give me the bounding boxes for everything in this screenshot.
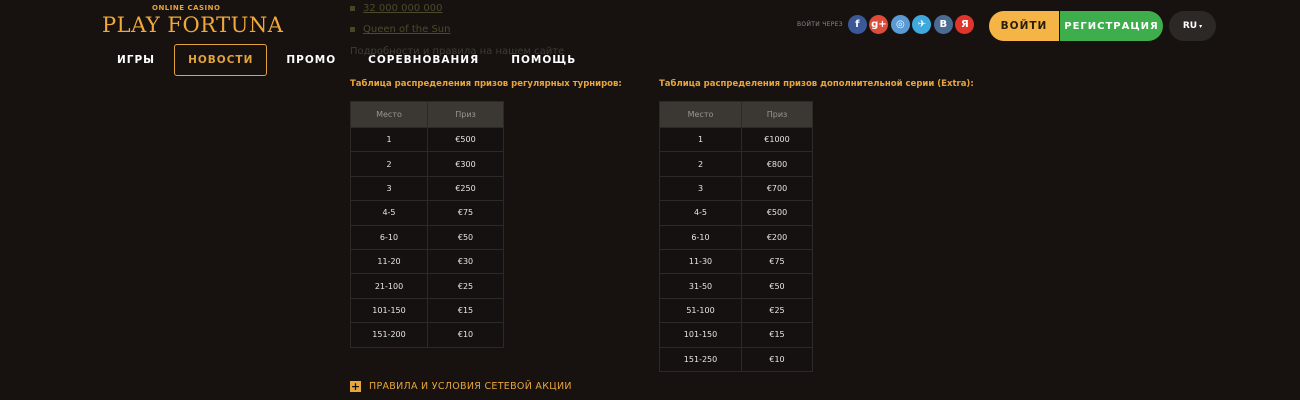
table-row bbox=[660, 274, 813, 298]
faded-list-item: 32 000 000 000 bbox=[350, 3, 443, 14]
prize-cell: €25 bbox=[742, 298, 813, 322]
social-login bbox=[797, 15, 977, 34]
table-row bbox=[351, 128, 504, 152]
table-row bbox=[351, 152, 504, 176]
place-cell: 1 bbox=[351, 128, 428, 152]
nav-item-promo[interactable]: ПРОМО bbox=[286, 54, 337, 66]
prize-cell: €25 bbox=[428, 274, 504, 298]
regular-table-caption: Таблица распределения призов регулярных турниров: bbox=[350, 79, 622, 89]
column-header-prize: Приз bbox=[742, 102, 813, 128]
plus-icon: + bbox=[350, 380, 361, 393]
place-cell: 101-150 bbox=[660, 323, 742, 347]
nav-item-news[interactable]: НОВОСТИ bbox=[174, 44, 267, 76]
prize-cell: €10 bbox=[428, 323, 504, 347]
prize-cell: €75 bbox=[428, 201, 504, 225]
nav-item-competitions[interactable]: СОРЕВНОВАНИЯ bbox=[368, 54, 480, 66]
table-row bbox=[660, 152, 813, 176]
place-cell: 2 bbox=[351, 152, 428, 176]
place-cell: 11-20 bbox=[351, 249, 428, 273]
prize-cell: €500 bbox=[428, 128, 504, 152]
google-plus-icon[interactable]: g+ bbox=[869, 15, 888, 34]
prize-cell: €800 bbox=[742, 152, 813, 176]
rules-accordion[interactable] bbox=[350, 381, 572, 392]
place-cell: 1 bbox=[660, 128, 742, 152]
rules-label: ПРАВИЛА И УСЛОВИЯ СЕТЕВОЙ АКЦИИ bbox=[369, 381, 572, 392]
odnoklassniki-icon[interactable]: ◎ bbox=[891, 15, 910, 34]
nav-item-games[interactable]: ИГРЫ bbox=[117, 54, 156, 66]
place-cell: 3 bbox=[660, 176, 742, 200]
register-button[interactable]: РЕГИСТРАЦИЯ bbox=[1060, 11, 1163, 41]
caret-down-icon: ▾ bbox=[1199, 22, 1203, 30]
place-cell: 4-5 bbox=[660, 201, 742, 225]
prize-cell: €500 bbox=[742, 201, 813, 225]
table-header-row bbox=[660, 102, 813, 128]
language-selector[interactable] bbox=[1169, 11, 1216, 41]
prize-cell: €250 bbox=[428, 176, 504, 200]
bullet-icon bbox=[350, 27, 355, 32]
extra-prize-table bbox=[659, 101, 813, 372]
table-row bbox=[351, 225, 504, 249]
facebook-icon[interactable]: f bbox=[848, 15, 867, 34]
table-row bbox=[351, 201, 504, 225]
social-login-label: ВОЙТИ ЧЕРЕЗ bbox=[797, 21, 843, 28]
prize-cell: €50 bbox=[742, 274, 813, 298]
prize-cell: €30 bbox=[428, 249, 504, 273]
table-row bbox=[351, 249, 504, 273]
place-cell: 6-10 bbox=[351, 225, 428, 249]
prize-cell: €700 bbox=[742, 176, 813, 200]
place-cell: 151-200 bbox=[351, 323, 428, 347]
table-row bbox=[660, 249, 813, 273]
place-cell: 3 bbox=[351, 176, 428, 200]
place-cell: 4-5 bbox=[351, 201, 428, 225]
bullet-icon bbox=[350, 6, 355, 11]
logo-tagline: ONLINE CASINO bbox=[152, 4, 221, 12]
table-row bbox=[660, 298, 813, 322]
extra-table-caption: Таблица распределения призов дополнительной серии (Extra): bbox=[659, 79, 974, 89]
place-cell: 51-100 bbox=[660, 298, 742, 322]
prize-cell: €200 bbox=[742, 225, 813, 249]
logo-wordmark: PLAY FORTUNA bbox=[102, 13, 284, 37]
twitter-icon[interactable]: ✈ bbox=[912, 15, 931, 34]
logo[interactable] bbox=[102, 4, 284, 38]
prize-cell: €1000 bbox=[742, 128, 813, 152]
table-row bbox=[660, 225, 813, 249]
faded-paragraph: Подробности и правила на нашем сайте bbox=[350, 46, 565, 57]
yandex-icon[interactable]: Я bbox=[955, 15, 974, 34]
table-row bbox=[351, 176, 504, 200]
prize-cell: €10 bbox=[742, 347, 813, 371]
table-row bbox=[351, 298, 504, 322]
language-code: RU bbox=[1182, 21, 1198, 31]
table-row bbox=[660, 201, 813, 225]
nav-item-help[interactable]: ПОМОЩЬ bbox=[511, 54, 577, 66]
place-cell: 6-10 bbox=[660, 225, 742, 249]
prize-cell: €15 bbox=[742, 323, 813, 347]
column-header-place: Место bbox=[351, 102, 428, 128]
table-row bbox=[660, 176, 813, 200]
prize-cell: €50 bbox=[428, 225, 504, 249]
place-cell: 2 bbox=[660, 152, 742, 176]
table-header-row bbox=[351, 102, 504, 128]
table-row bbox=[660, 347, 813, 371]
table-row bbox=[660, 323, 813, 347]
column-header-prize: Приз bbox=[428, 102, 504, 128]
place-cell: 11-30 bbox=[660, 249, 742, 273]
table-row bbox=[660, 128, 813, 152]
table-row bbox=[351, 323, 504, 347]
place-cell: 151-250 bbox=[660, 347, 742, 371]
prize-cell: €75 bbox=[742, 249, 813, 273]
column-header-place: Место bbox=[660, 102, 742, 128]
prize-cell: €300 bbox=[428, 152, 504, 176]
faded-list-item: Queen of the Sun bbox=[350, 24, 450, 35]
vkontakte-icon[interactable]: B bbox=[934, 15, 953, 34]
place-cell: 101-150 bbox=[351, 298, 428, 322]
place-cell: 21-100 bbox=[351, 274, 428, 298]
prize-cell: €15 bbox=[428, 298, 504, 322]
table-row bbox=[351, 274, 504, 298]
login-button[interactable]: ВОЙТИ bbox=[989, 11, 1059, 41]
place-cell: 31-50 bbox=[660, 274, 742, 298]
regular-prize-table bbox=[350, 101, 504, 348]
